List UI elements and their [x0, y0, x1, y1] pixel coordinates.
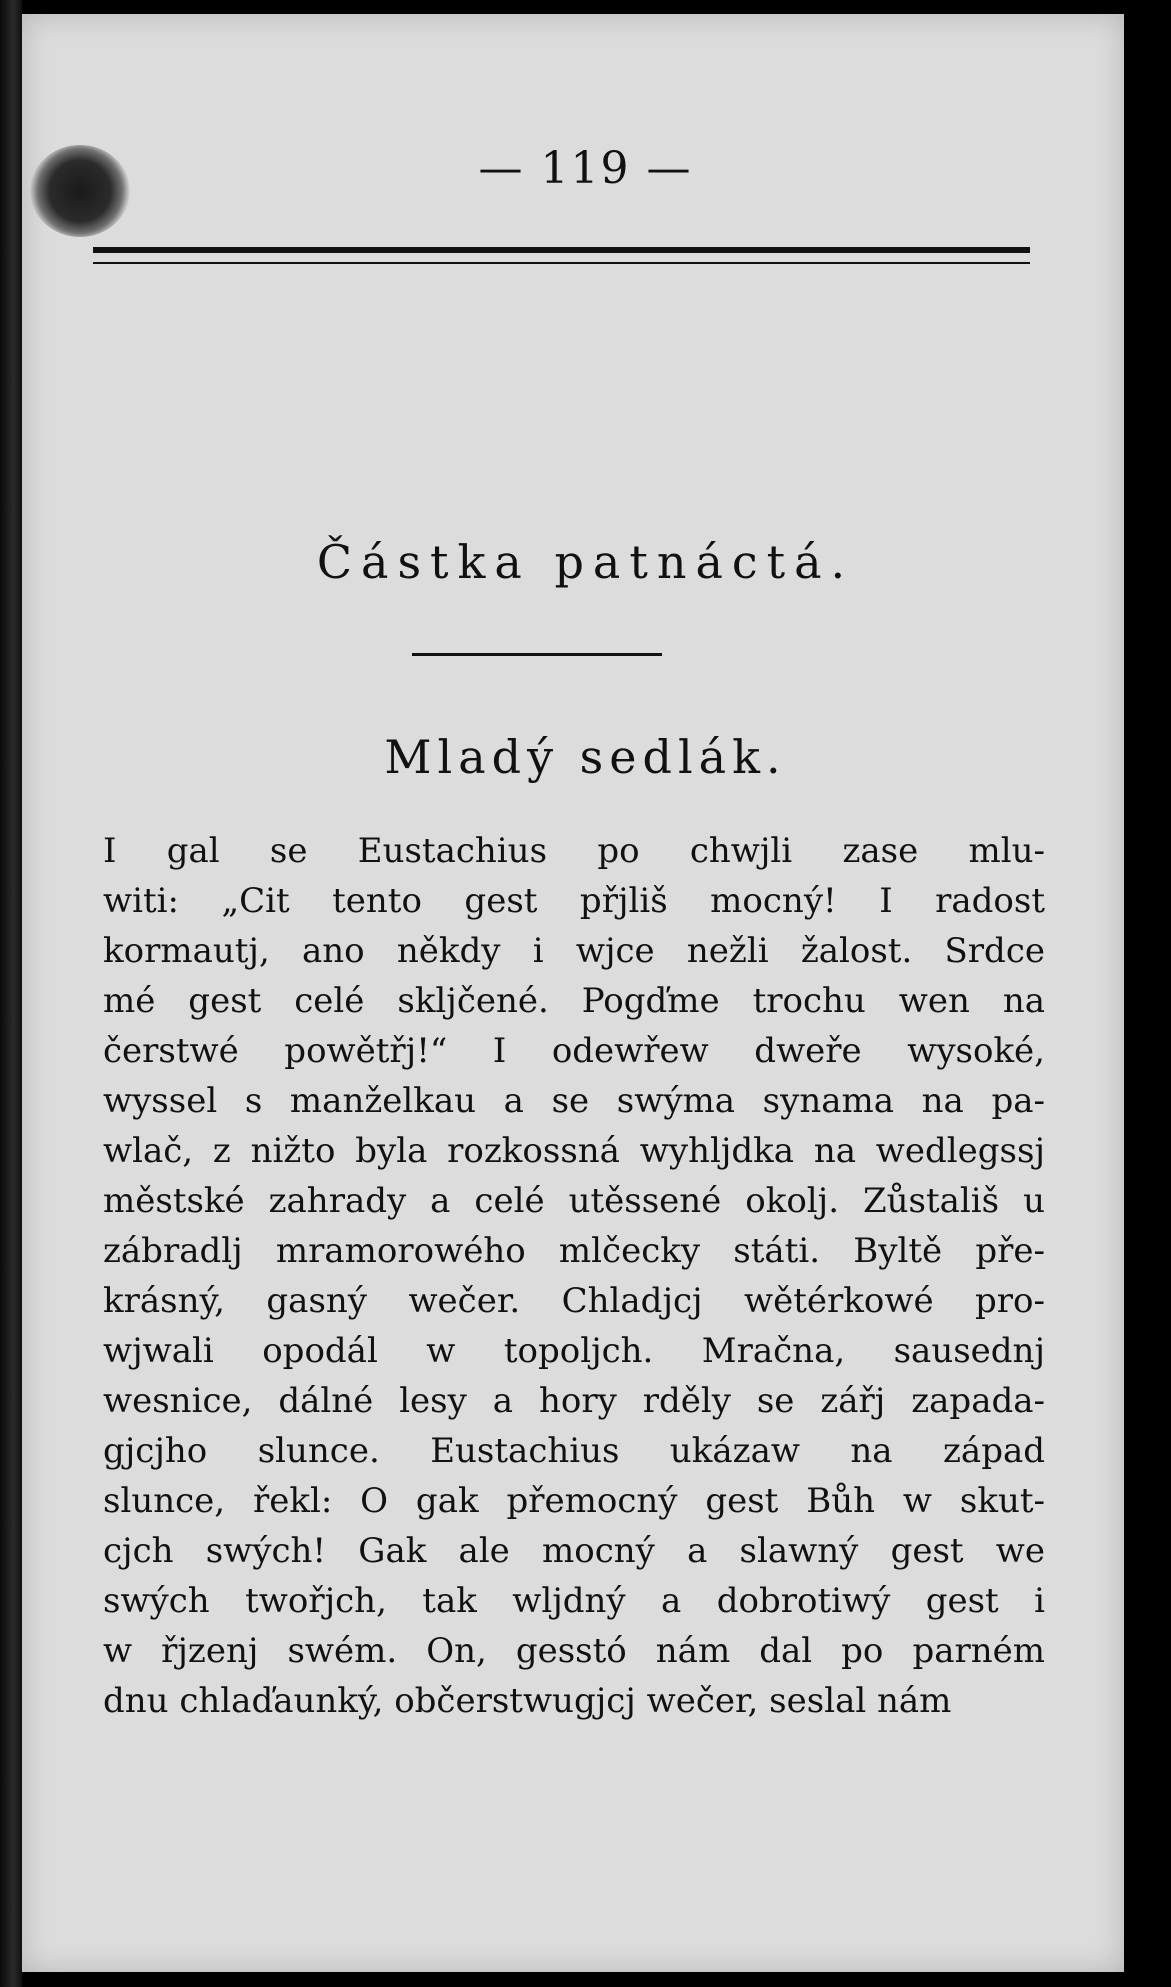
- text-line: wyssel s manželkau a se swýma synama na pa-: [103, 1081, 1045, 1121]
- header-rule-thin: [93, 262, 1030, 264]
- text-line: mé gest celé skljčené. Pogďme trochu wen na: [103, 981, 1045, 1021]
- text-line: wjwali opodál w topoljch. Mračna, sausednj: [103, 1331, 1045, 1371]
- header-rule-thick: [93, 247, 1030, 253]
- body-text: [103, 826, 1045, 1726]
- page-number: — 119 —: [478, 143, 693, 194]
- section-heading: Mladý sedlák.: [384, 730, 787, 784]
- text-line: kormautj, ano někdy i wjce nežli žalost. Srdce: [103, 931, 1045, 971]
- text-line: wlač, z nižto byla rozkossná wyhljdka na wedlegssj: [103, 1131, 1045, 1171]
- text-line: swých twořjch, tak wljdný a dobrotiwý gest i: [103, 1581, 1045, 1621]
- text-line: witi: „Cit tento gest přjliš mocný! I radost: [103, 881, 1045, 921]
- text-line: městské zahrady a celé utěssené okolj. Zůstališ u: [103, 1181, 1045, 1221]
- page-left-edge: [0, 0, 22, 1987]
- chapter-heading: Částka patnáctá.: [316, 535, 855, 589]
- chapter-divider: [412, 653, 662, 656]
- text-line: gjcjho slunce. Eustachius ukázaw na západ: [103, 1431, 1045, 1471]
- text-line: wesnice, dálné lesy a hory rděly se zářj zapada-: [103, 1381, 1045, 1421]
- text-line: krásný, gasný wečer. Chladjcj wětérkowé pro-: [103, 1281, 1045, 1321]
- text-line: cjch swých! Gak ale mocný a slawný gest we: [103, 1531, 1045, 1571]
- text-line: slunce, řekl: O gak přemocný gest Bůh w skut-: [103, 1481, 1045, 1521]
- text-line: w řjzenj swém. On, gesstó nám dal po parném: [103, 1631, 1045, 1671]
- text-line: zábradlj mramorowého mlčecky státi. Byltě pře-: [103, 1231, 1045, 1271]
- text-line: I gal se Eustachius po chwjli zase mlu-: [103, 831, 1045, 871]
- text-line: dnu chlaďaunký, občerstwugjcj wečer, seslal nám: [103, 1681, 952, 1721]
- text-line: čerstwé powětřj!“ I odewřew dweře wysoké,: [103, 1031, 1045, 1071]
